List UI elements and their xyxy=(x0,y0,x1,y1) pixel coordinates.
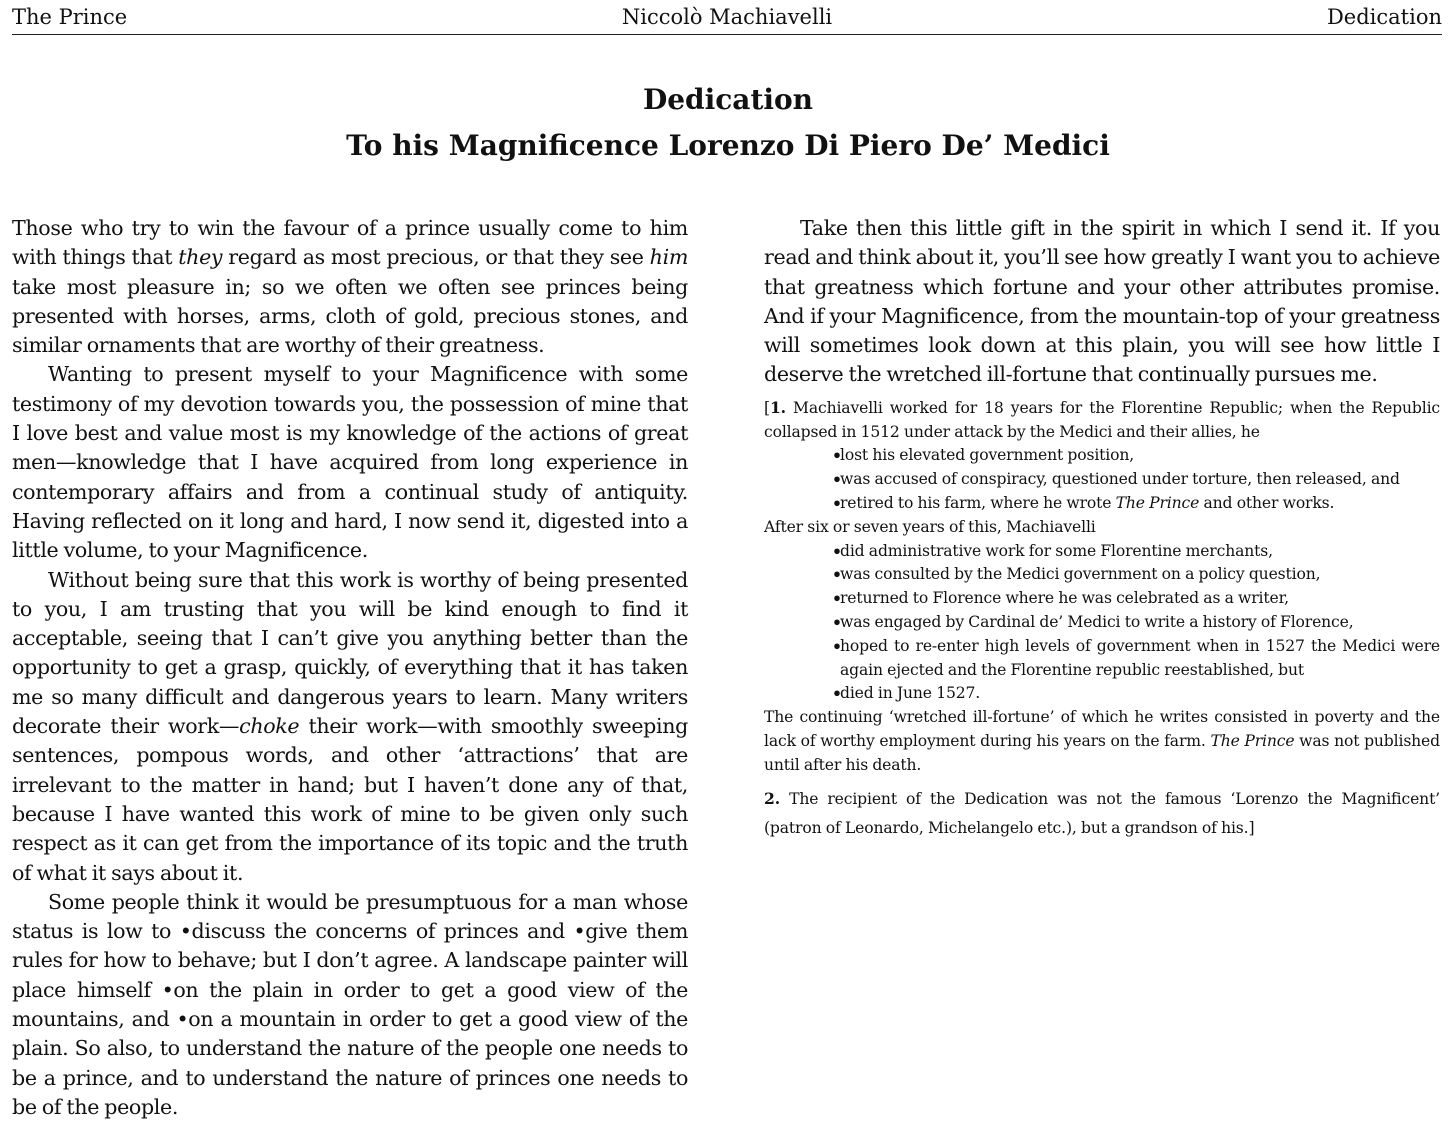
paragraph-1-text-a: Those who try to win the favour of a prince usually come to him with things that xyxy=(12,216,688,270)
note-2-number: 2. xyxy=(764,788,780,808)
list-item xyxy=(832,492,1440,516)
note-1-list-a xyxy=(764,444,1440,515)
paragraph-1-text-e: take most pleasure in; so we often we often see princes being presented with horses, arms, cloth of gold, precious stones, and similar ornaments that are worthy of their greatness. xyxy=(12,274,688,358)
list-item: • died in June 1527. xyxy=(832,682,1440,706)
paragraph-1 xyxy=(12,214,688,360)
paragraph-3-text-a: Without being sure that this work is worthy of being presented to you, I am trusting that you will be kind enough to find it acceptable, seeing that I can’t give you anything better than the opportunity to get a grasp, quickly, of everything that it has taken me so many difficult and dangerous years to learn. Many writers decorate their work— xyxy=(12,567,688,739)
note-1-middle: After six or seven years of this, Machiavelli xyxy=(764,517,1096,536)
paragraph-1-italic-him: him xyxy=(649,245,688,270)
list-item: • did administrative work for some Florentine merchants, xyxy=(832,540,1440,564)
note-1-number: 1. xyxy=(769,397,786,417)
note-1-closing xyxy=(764,706,1440,777)
note-1-intro-text: Machiavelli worked for 18 years for the Florentine Republic; when the Republic collapsed in 1512 under attack by the Medici and their allies, he xyxy=(764,398,1440,441)
list-item: • lost his elevated government position, xyxy=(832,444,1440,468)
list-item: • was engaged by Cardinal de’ Medici to write a history of Florence, xyxy=(832,611,1440,635)
left-column xyxy=(12,214,688,1122)
paragraph-3-text-c: their work—with smoothly sweeping sentences, pompous words, and other ‘attractions’ that are irrelevant to the matter in hand; but I haven’t done any of that, because I have wanted this work of mine to be given only such respect as it can get from the importance of its topic and the truth of what it says about it. xyxy=(12,714,688,885)
paragraph-1-text-c: regard as most precious, or that they see xyxy=(222,245,650,270)
note-1-closing-text-c: was not published until after his death. xyxy=(764,731,1440,774)
list-item-text-a: retired to his farm, where he wrote xyxy=(840,493,1116,512)
note-1-closing-italic-title: The Prince xyxy=(1210,731,1295,750)
note-1-closing-text-a: The continuing ‘wretched ill-fortune’ of which he writes consisted in poverty and the lack of worthy employment during his years on the farm. xyxy=(764,708,1440,750)
paragraph-3-italic-choke: choke xyxy=(239,714,300,739)
list-item: • hoped to re-enter high levels of government when in 1527 the Medici were again ejected and the Florentine republic reestablished, but xyxy=(832,635,1440,683)
note-bracket-open: [ xyxy=(764,398,770,417)
list-item-text-c: and other works. xyxy=(1199,493,1335,512)
title-block xyxy=(0,80,1456,172)
note-2 xyxy=(764,784,1440,843)
paragraph-5: Take then this little gift in the spirit in which I send it. If you read and think about it, you’ll see how greatly I want you to achieve that greatness which fortune and your other attributes promise. And if your Magnificence, from the mountain-top of your greatness will sometimes look down at this plain, you will see how little I deserve the wretched ill-fortune that continually pursues me. xyxy=(764,216,1440,387)
paragraph-4: Some people think it would be presumptuous for a man whose status is low to •discuss the concerns of princes and •give them rules for how to behave; but I don’t agree. A landscape painter will place himself •on the plain in order to get a good view of the mountains, and •on a mountain in order to get a good view of the plain. So also, to understand the nature of the people one needs to be a prince, and to understand the nature of princes one needs to be of the people. xyxy=(12,889,688,1119)
list-item: • was accused of conspiracy, questioned under torture, then released, and xyxy=(832,468,1440,492)
running-head xyxy=(12,4,1442,35)
page-subtitle: To his Magnificence Lorenzo Di Piero De’ Medici xyxy=(346,129,1110,162)
editor-notes xyxy=(764,396,1440,843)
note-2-text: The recipient of the Dedication was not the famous ‘Lorenzo the Magnificent’ (patron of Leonardo, Michelangelo etc.), but a grandson of his.] xyxy=(764,789,1440,837)
list-item: • was consulted by the Medici government on a policy question, xyxy=(832,563,1440,587)
paragraph-3 xyxy=(12,566,688,888)
running-head-book-title: The Prince xyxy=(12,5,128,29)
right-column xyxy=(764,214,1440,843)
paragraph-1-italic-they: they xyxy=(178,245,223,270)
note-1-list-b xyxy=(764,540,1440,707)
note-1-intro xyxy=(764,396,1440,445)
list-item-italic-title: The Prince xyxy=(1115,493,1200,512)
running-head-author: Niccolò Machiavelli xyxy=(621,5,833,29)
list-item: • returned to Florence where he was celebrated as a writer, xyxy=(832,587,1440,611)
paragraph-2: Wanting to present myself to your Magnificence with some testimony of my devotion towards you, the possession of mine that I love best and value most is my knowledge of the actions of great men—knowledge that I have acquired from long experience in contemporary affairs and from a continual study of antiquity. Having reflected on it long and hard, I now send it, digested into a little volume, to your Magnificence. xyxy=(12,362,688,563)
page-title: Dedication xyxy=(642,83,814,116)
running-head-section: Dedication xyxy=(1326,5,1442,29)
